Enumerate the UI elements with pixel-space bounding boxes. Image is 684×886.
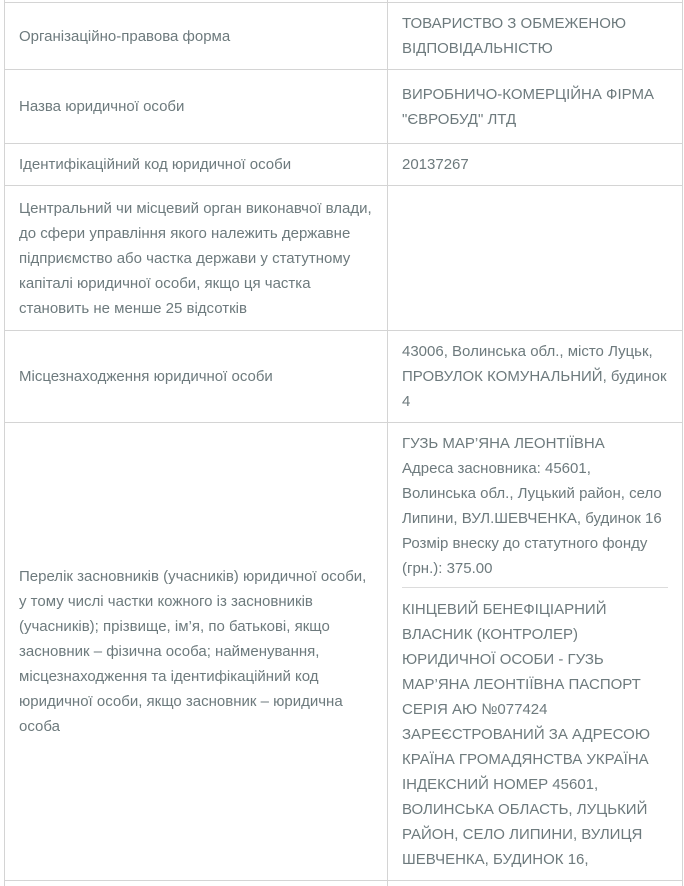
field-value: ВИРОБНИЧО-КОМЕРЦІЙНА ФІРМА "ЄВРОБУД" ЛТД <box>388 70 683 144</box>
field-label <box>5 881 388 886</box>
table-row <box>5 3 683 70</box>
founder-entry <box>402 431 668 581</box>
field-label: Ідентифікаційний код юридичної особи <box>5 144 388 186</box>
field-label: Перелік засновників (учасників) юридичної особи, у тому числі частки кожного із засновників (учасників); прізвище, ім’я, по батькові, якщо засновник – фізична особа; найменування, місцезнаходження та ідентифікаційний код юридичної особи, якщо засновник – юридична особа <box>5 423 388 881</box>
field-label: Назва юридичної особи <box>5 70 388 144</box>
table-row-founders <box>5 423 683 881</box>
field-label: Центральний чи місцевий орган виконавчої влади, до сфери управління якого належить державне підприємство або частка держави у статутному капіталі юридичної особи, якщо ця частка становить не менше 25 відсотків <box>5 186 388 331</box>
field-label: Організаційно-правова форма <box>5 3 388 70</box>
field-value: 20137267 <box>388 144 683 186</box>
field-value: ТОВАРИСТВО З ОБМЕЖЕНОЮ ВІДПОВІДАЛЬНІСТЮ <box>388 3 683 70</box>
table-row <box>5 144 683 186</box>
field-label: Місцезнаходження юридичної особи <box>5 331 388 423</box>
table-row-cut-bottom <box>5 881 683 886</box>
table-row <box>5 331 683 423</box>
entry-divider <box>402 587 668 588</box>
beneficiary-text: КІНЦЕВИЙ БЕНЕФІЦІАРНИЙ ВЛАСНИК (КОНТРОЛЕР) ЮРИДИЧНОЇ ОСОБИ - ГУЗЬ МАР’ЯНА ЛЕОНТІЇВНА ПАСПОРТ СЕРІЯ АЮ №077424 ЗАРЕЄСТРОВАНИЙ ЗА АДРЕСОЮ КРАЇНА ГРОМАДЯНСТВА УКРАЇНА ІНДЕКСНИЙ НОМЕР 45601, ВОЛИНСЬКА ОБЛАСТЬ, ЛУЦЬКИЙ РАЙОН, СЕЛО ЛИПИНИ, ВУЛИЦЯ ШЕВЧЕНКА, БУДИНОК 16, <box>402 597 668 872</box>
founder-address: Адреса засновника: 45601, Волинська обл., Луцький район, село Липини, ВУЛ.ШЕВЧЕНКА, будинок 16 <box>402 456 668 531</box>
field-value <box>388 881 683 886</box>
field-value <box>388 423 683 881</box>
table-row <box>5 186 683 331</box>
field-value <box>388 186 683 331</box>
table-row <box>5 70 683 144</box>
registry-table <box>4 0 683 886</box>
founder-contribution: Розмір внеску до статутного фонду (грн.): 375.00 <box>402 531 668 581</box>
founder-name: ГУЗЬ МАР’ЯНА ЛЕОНТІЇВНА <box>402 431 668 456</box>
field-value: 43006, Волинська обл., місто Луцьк, ПРОВУЛОК КОМУНАЛЬНИЙ, будинок 4 <box>388 331 683 423</box>
